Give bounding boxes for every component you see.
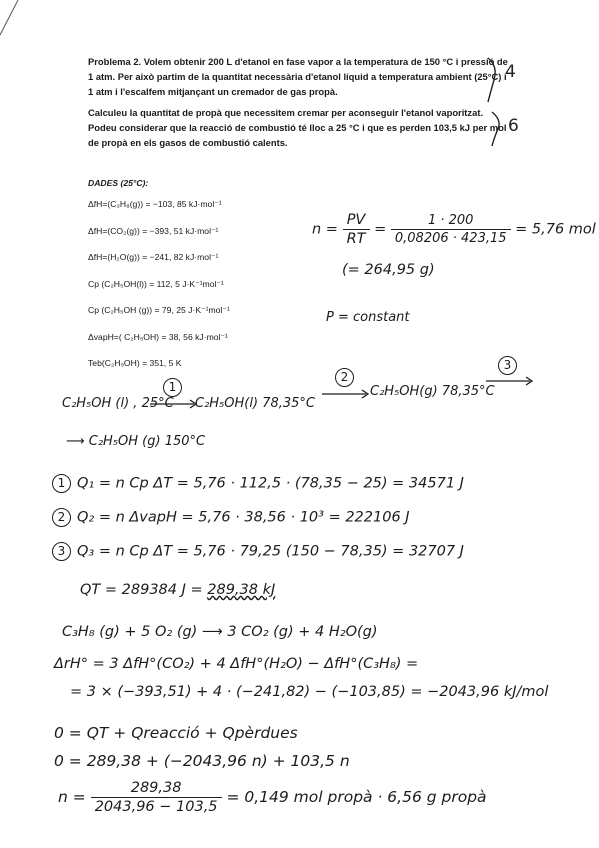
hw-frac-values: $\frac{1 \cdot 200}{0,08206 \cdot 423,15}$ [391,213,511,246]
data-row: ΔfH=(H₂O(g)) = −241, 82 kJ·mol⁻¹ [88,252,219,262]
hw-q3: 3 Q₃ = n Cp ΔT = 5,76 · 79,25 (150 − 78,35) = 32707 J [52,542,464,561]
hw-n-result: = 5,76 mol [515,221,596,238]
points-q1: 4 [505,62,516,82]
step-label-2: 2 [335,368,354,387]
brace-1 [486,56,506,104]
hw-final-fraction: $\frac{289,38}{2043,96 - 103,5}$ [91,780,222,815]
step-label-1: 1 [163,378,182,397]
hw-moles-equation [312,212,596,247]
hw-qtotal: QT = 289384 J = 289,38 kJ [80,582,276,598]
hw-final-n: n = $\frac{289,38}{2043,96 - 103,5}$ = 0,149 mol propà · 6,56 g propà [58,780,487,815]
data-row: ΔvapH=( C₂H₅OH) = 38, 56 kJ·mol⁻¹ [88,331,228,342]
hw-path-start: C₂H₅OH (l) , 25°C [62,396,174,411]
problem-text-1: Volem obtenir 200 L d'etanol en fase vapor a la temperatura de 150 °C i pressió de 1 atm. Per això partim de la quantitat necessària d'etanol líquid a temperatura ambient (25°C) i 1 atm i l'escalfem mitjançant un cremador de gas propà. [88,56,508,97]
brace-2 [490,110,510,148]
problem-paragraph-2: Calculeu la quantitat de propà que necessitem cremar per aconseguir l'etanol vaporitzat. Podeu considerar que la reacció de combustió té lloc a 25 °C i que es perden 103,5 kJ per mol de propà en els gasos de combustió calents. [88,107,507,148]
data-row: Teb(C₂H₅OH) = 351, 5 K [88,358,182,368]
problem-paragraph-1 [88,54,508,99]
hw-path-liquid-boil: C₂H₅OH(l) 78,35°C [195,396,315,411]
path-arrow-2 [322,388,372,400]
hw-p-constant: P = constant [326,310,410,325]
data-row: Cp (C₂H₅OH(l)) = 112, 5 J·K⁻¹mol⁻¹ [88,278,224,289]
hw-frac-pv-rt: $\frac{PV}{RT}$ [343,212,370,247]
hw-n-lhs: n = [312,221,338,238]
problem-statement [88,54,508,156]
hw-path-gas-boil: C₂H₅OH(g) 78,35°C [370,384,495,399]
hw-balance-2: 0 = 289,38 + (−2043,96 n) + 103,5 n [54,752,350,770]
hw-q2: 2 Q₂ = n ΔvapH = 5,76 · 38,56 · 10³ = 222106 J [52,508,410,527]
problem-title: Problema 2. [88,56,142,67]
hw-path-end: ⟶ C₂H₅OH (g) 150°C [66,434,206,449]
step-label-3: 3 [498,356,517,375]
hw-q1: 1 Q₁ = n Cp ΔT = 5,76 · 112,5 · (78,35 − 25) = 34571 J [52,474,464,493]
hw-balance-1: 0 = QT + Qreacció + Qpèrdues [54,724,298,742]
points-q2: 6 [508,116,519,136]
hw-enthalpy-1: ΔrH° = 3 ΔfH°(CO₂) + 4 ΔfH°(H₂O) − ΔfH°(C₃H₈) = [54,656,419,672]
data-row: ΔfH=(CO₂(g)) = −393, 51 kJ·mol⁻¹ [88,225,219,236]
data-row: ΔfH=(C₃H₈(g)) = −103, 85 kJ·mol⁻¹ [88,199,222,209]
hw-mass: (= 264,95 g) [342,262,435,278]
hw-n-eq: = [374,221,387,238]
path-arrow-3 [486,375,536,387]
hw-enthalpy-2: = 3 × (−393,51) + 4 · (−241,82) − (−103,85) = −2043,96 kJ/mol [70,684,549,700]
scan-corner-mark [0,0,40,40]
data-row: Cp (C₂H₅OH (g)) = 79, 25 J·K⁻¹mol⁻¹ [88,305,230,315]
data-list [88,178,288,384]
data-title: DADES (25°C): [88,178,149,188]
hw-reaction: C₃H₈ (g) + 5 O₂ (g) ⟶ 3 CO₂ (g) + 4 H₂O(g) [62,624,378,640]
path-arrow-1 [150,398,200,410]
